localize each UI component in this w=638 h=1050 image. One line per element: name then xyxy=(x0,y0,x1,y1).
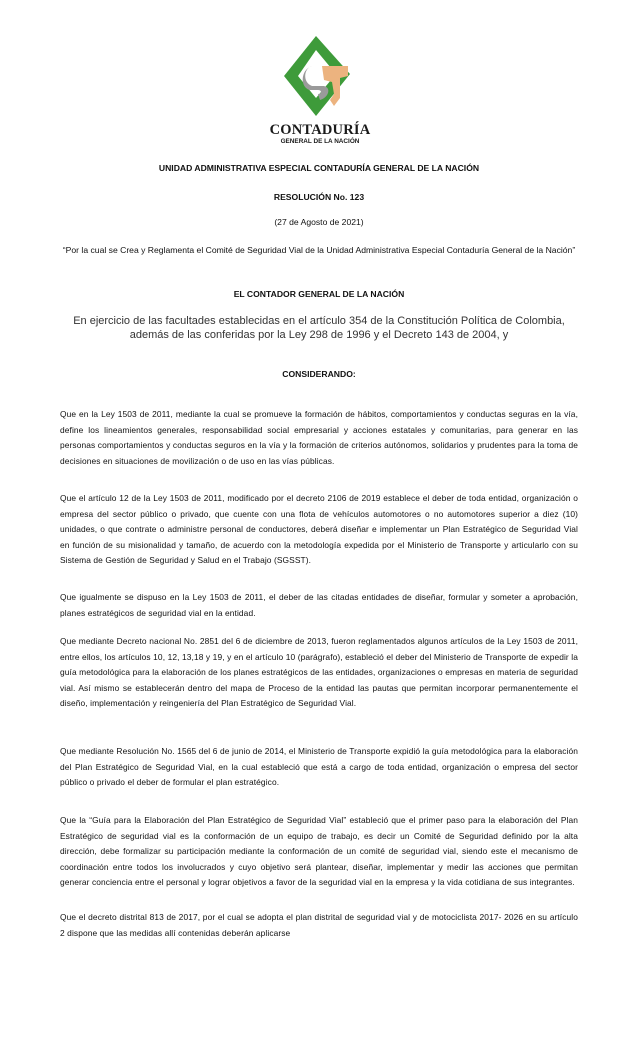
paragraph: Que mediante Decreto nacional No. 2851 del 6 de diciembre de 2013, fueron reglamentados algunos artículos de la Ley 1503 de 2011, entre ellos, los artículos 10, 12, 13,18 y 19, y en el artículo 10 (parágrafo), estableció el deber del Ministerio de Transporte de expedir la guía metodológica para la elaboración de los planes estratégicos de las entidades, organizaciones o empresas en materia de seguridad vial. Así mismo se establecerán dentro del mapa de Proceso de la entidad las pautas que permitan incorporar permanentemente el diseño, implementación y reingeniería del Plan Estratégico de Seguridad Vial. xyxy=(60,636,578,709)
paragraph: Que en la Ley 1503 de 2011, mediante la cual se promueve la formación de hábitos, comportamientos y conductas seguras en la vía, define los lineamientos generales, responsabilidad social empresarial y acciones estatales y comunitarias, para generar en las personas comportamientos y conductas seguros en la vía y la formación de criterios autónomos, solidarios y prudentes para la toma de decisiones en situaciones de movilización o de uso en las vías públicas. xyxy=(60,409,578,466)
paragraph: Que el decreto distrital 813 de 2017, por el cual se adopta el plan distrital de seguridad vial y de motociclista 2017- 2026 en su artículo 2 dispone que las medidas allí contenidas deberán aplicarse xyxy=(60,912,578,938)
paragraph: Que mediante Resolución No. 1565 del 6 de junio de 2014, el Ministerio de Transporte expidió la guía metodológica para la elaboración del Plan Estratégico de Seguridad Vial, en la cual estableció que está a cargo de toda entidad, organización o empresa del sector público o privado el deber de formular el plan estratégico. xyxy=(60,746,578,788)
resolution-title: “Por la cual se Crea y Reglamenta el Comité de Seguridad Vial de la Unidad Administrativa Especial Contaduría General de la Nación” xyxy=(62,245,576,255)
authority-heading: EL CONTADOR GENERAL DE LA NACIÓN xyxy=(233,289,405,299)
logo-subtitle: GENERAL DE LA NACIÓN xyxy=(280,138,360,145)
considering-heading: CONSIDERANDO: xyxy=(282,369,356,379)
logo-wordmark: CONTADURÍA xyxy=(269,122,371,138)
entity-heading: UNIDAD ADMINISTRATIVA ESPECIAL CONTADURÍA GENERAL DE LA NACIÓN xyxy=(158,163,480,173)
logo-emblem-icon xyxy=(282,36,358,122)
paragraph: Que el artículo 12 de la Ley 1503 de 2011, modificado por el decreto 2106 de 2019 establece el deber de toda entidad, organización o empresa del sector público o privado, que cuente con una flota de vehículos automotores o no automotores superior a diez (10) unidades, o que contrate o administre personal de conductores, deberá diseñar e implementar un Plan Estratégico de Seguridad Vial en función de su misionalidad y tamaño, de acuerdo con la metodología expedida por el Ministerio de Transporte y articularlo con su Sistema de Gestión de Seguridad y Salud en el Trabajo (SGSST). xyxy=(60,493,578,566)
preamble: En ejercicio de las facultades establecidas en el artículo 354 de la Constitución Política de Colombia, además de las conferidas por la Ley 298 de 1996 y el Decreto 143 de 2004, y xyxy=(73,315,565,341)
paragraph: Que igualmente se dispuso en la Ley 1503 de 2011, el deber de las citadas entidades de diseñar, formular y someter a aprobación, planes estratégicos de seguridad vial en la entidad. xyxy=(60,592,578,618)
resolution-date: (27 de Agosto de 2021) xyxy=(274,217,364,227)
paragraph: Que la “Guía para la Elaboración del Plan Estratégico de Seguridad Vial” estableció que el primer paso para la elaboración del Plan Estratégico de seguridad vial es la conformación de un equipo de trabajo, es decir un Comité de Seguridad definido por la alta dirección, debe formalizar su participación mediante la conformación de un comité de seguridad vial, siendo este el mecanismo de coordinación entre todos los involucrados y cuyo objetivo será plantear, diseñar, implementar y medir las acciones que permitan generar conciencia entre el personal y lograr objetivos a favor de la seguridad vial en la empresa y la vida cotidiana de sus integrantes. xyxy=(60,815,578,888)
resolution-number: RESOLUCIÓN No. 123 xyxy=(273,192,365,202)
contaduria-logo xyxy=(268,36,372,148)
